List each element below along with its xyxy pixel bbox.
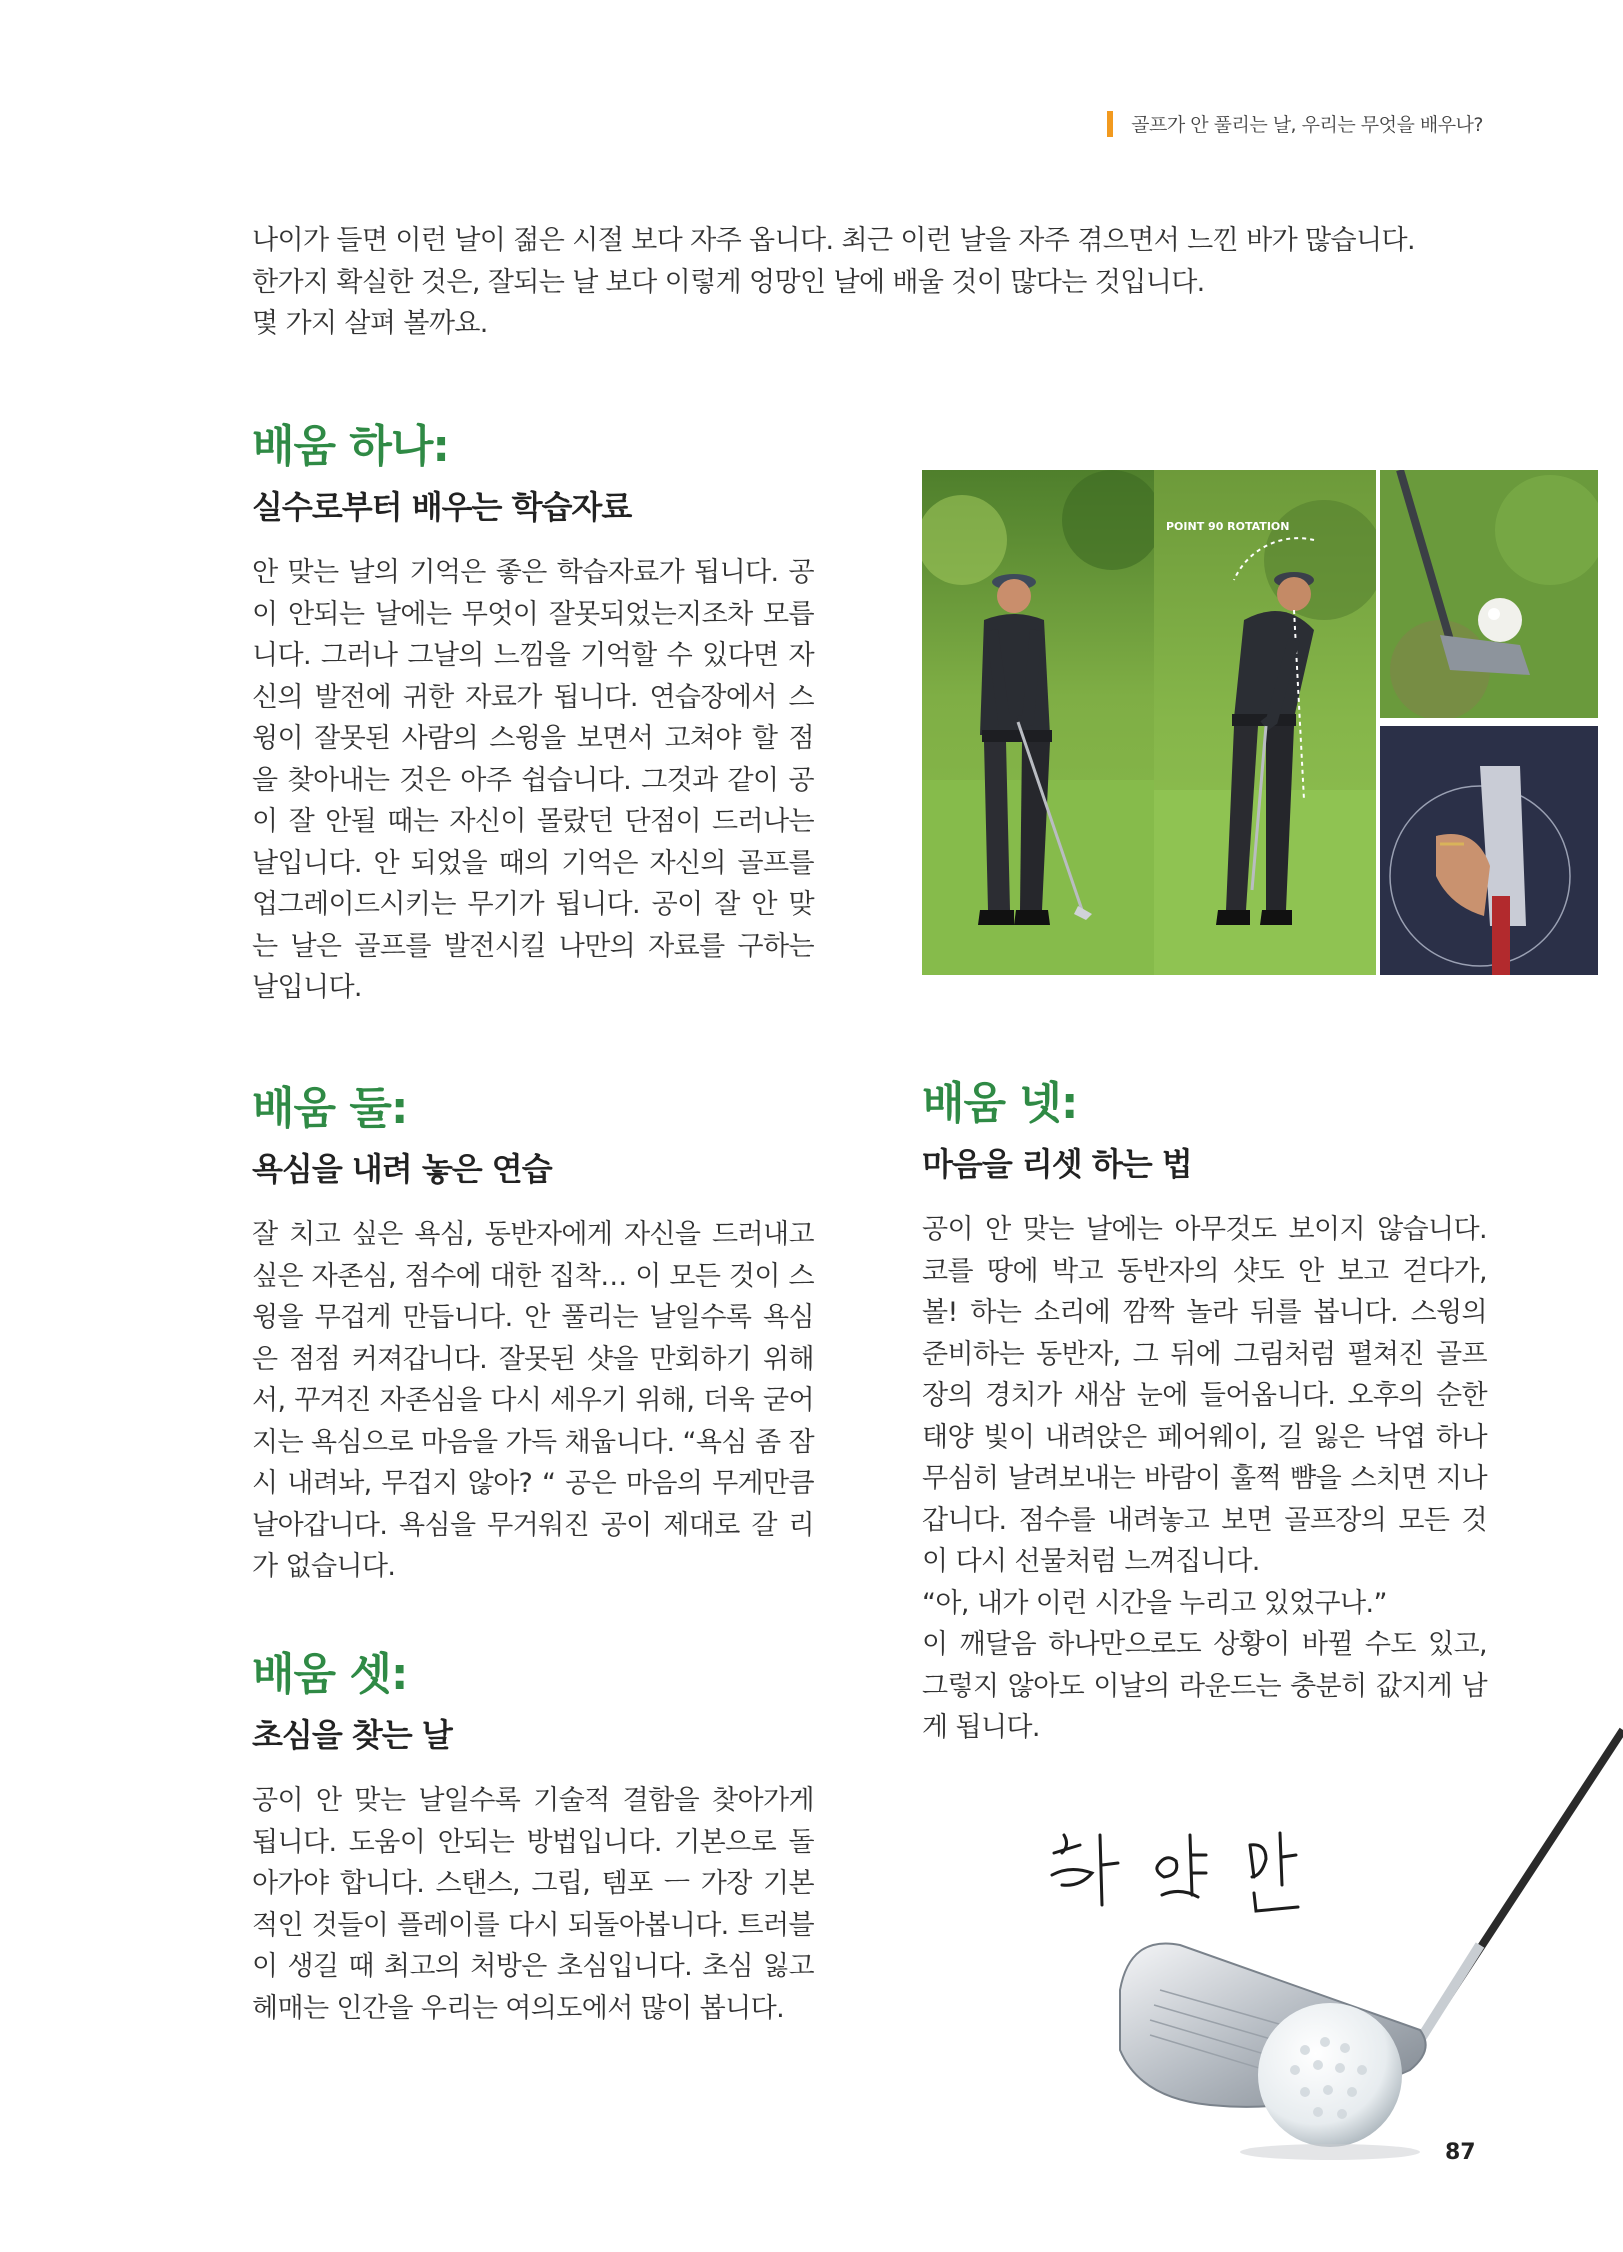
section-two — [252, 1072, 814, 1588]
section-four-closing: 이 깨달음 하나만으로도 상황이 바뀔 수도 있고, 그렇지 않아도 이날의 라운드는 충분히 값지게 남게 됩니다. — [922, 1629, 1487, 1743]
rotation-annotation: POINT 90 ROTATION — [1166, 520, 1290, 533]
header-title: 골프가 안 풀리는 날, 우리는 무엇을 배우나? — [1131, 114, 1483, 136]
section-one-body: 안 맞는 날의 기억은 좋은 학습자료가 됩니다. 공이 안되는 날에는 무엇이 잘못되었는지조차 모릅니다. 그러나 그날의 느낌을 기억할 수 있다면 자신의 발전에 귀한 자료가 됩니다. 연습장에서 스윙이 잘못된 사람의 스윙을 보면서 고쳐야 할 점을 찾아내는 것은 아주 쉽습니다. 그것과 같이 공이 잘 안될 때는 자신이 몰랐던 단점이 드러나는 날입니다. 안 되었을 때의 기억은 자신의 골프를 업그레이드시키는 무기가 됩니다. 공이 잘 안 맞는 날은 골프를 발전시킬 나만의 자료를 구하는 날입니다. — [252, 557, 814, 1003]
photo-grip-closeup — [1380, 726, 1598, 975]
page-number: 87 — [1445, 2140, 1476, 2165]
section-two-subtitle: 욕심을 내려 놓은 연습 — [252, 1150, 552, 1188]
section-three-subtitle: 초심을 찾는 날 — [252, 1716, 452, 1754]
header-accent-bar — [1107, 111, 1113, 137]
photo-club-ball — [1380, 470, 1598, 718]
photo-golfer-side — [1154, 470, 1376, 975]
photo-golfer-front — [922, 470, 1154, 975]
running-header — [1107, 110, 1483, 137]
section-one-subtitle: 실수로부터 배우는 학습자료 — [252, 488, 632, 526]
golf-photo-collage — [922, 470, 1598, 975]
section-three — [252, 1638, 814, 2029]
section-four — [922, 1067, 1487, 1749]
intro-line-1: 나이가 들면 이런 날이 젊은 시절 보다 자주 옵니다. 최근 이런 날을 자주 겪으면서 느낀 바가 많습니다. — [252, 225, 1415, 256]
section-four-quote: “아, 내가 이런 시간을 누리고 있었구나.” — [922, 1587, 1387, 1619]
section-three-body: 공이 안 맞는 날일수록 기술적 결함을 찾아가게 됩니다. 도움이 안되는 방법입니다. 기본으로 돌아가야 합니다. 스탠스, 그립, 템포 ㅡ 가장 기본적인 것들이 플레이를 다시 되돌아봅니다. 트러블이 생길 때 최고의 처방은 초심입니다. 초심 잃고 헤매는 인간을 우리는 여의도에서 많이 봅니다. — [252, 1785, 814, 2024]
section-one-title: 배움 하나: — [252, 421, 449, 472]
section-four-body: 공이 안 맞는 날에는 아무것도 보이지 않습니다. 코를 땅에 박고 동반자의 샷도 안 보고 걷다가, 볼! 하는 소리에 깜짝 놀라 뒤를 봅니다. 스윙의 준비하는 동반자, 그 뒤에 그림처럼 펼쳐진 골프장의 경치가 새삼 눈에 들어옵니다. 오후의 순한 태양 빛이 내려앉은 페어웨이, 길 잃은 낙엽 하나 무심히 날려보내는 바람이 훌쩍 뺨을 스치면 지나갑니다. 점수를 내려놓고 보면 골프장의 모든 것이 다시 선물처럼 느껴집니다. — [922, 1214, 1487, 1577]
section-four-title: 배움 넷: — [922, 1078, 1078, 1129]
section-three-title: 배움 셋: — [252, 1649, 408, 1700]
intro-paragraph — [252, 220, 1492, 345]
section-four-subtitle: 마음을 리셋 하는 법 — [922, 1145, 1192, 1183]
section-one — [252, 410, 814, 1009]
section-two-body: 잘 치고 싶은 욕심, 동반자에게 자신을 드러내고 싶은 자존심, 점수에 대한 집착… 이 모든 것이 스윙을 무겁게 만듭니다. 안 풀리는 날일수록 욕심은 점점 커져갑니다. 잘못된 샷을 만회하기 위해서, 꾸겨진 자존심을 다시 세우기 위해, 더욱 굳어지는 욕심으로 마음을 가득 채웁니다. “욕심 좀 잠시 내려놔, 무겁지 않아? “ 공은 마음의 무게만큼 날아갑니다. 욕심을 무거워진 공이 제대로 갈 리가 없습니다. — [252, 1219, 814, 1582]
section-two-title: 배움 둘: — [252, 1083, 408, 1134]
intro-line-3: 몇 가지 살펴 볼까요. — [252, 308, 488, 339]
golf-club-ball-illustration — [1090, 1720, 1623, 2170]
intro-line-2: 한가지 확실한 것은, 잘되는 날 보다 이렇게 엉망인 날에 배울 것이 많다는 것입니다. — [252, 266, 1205, 298]
